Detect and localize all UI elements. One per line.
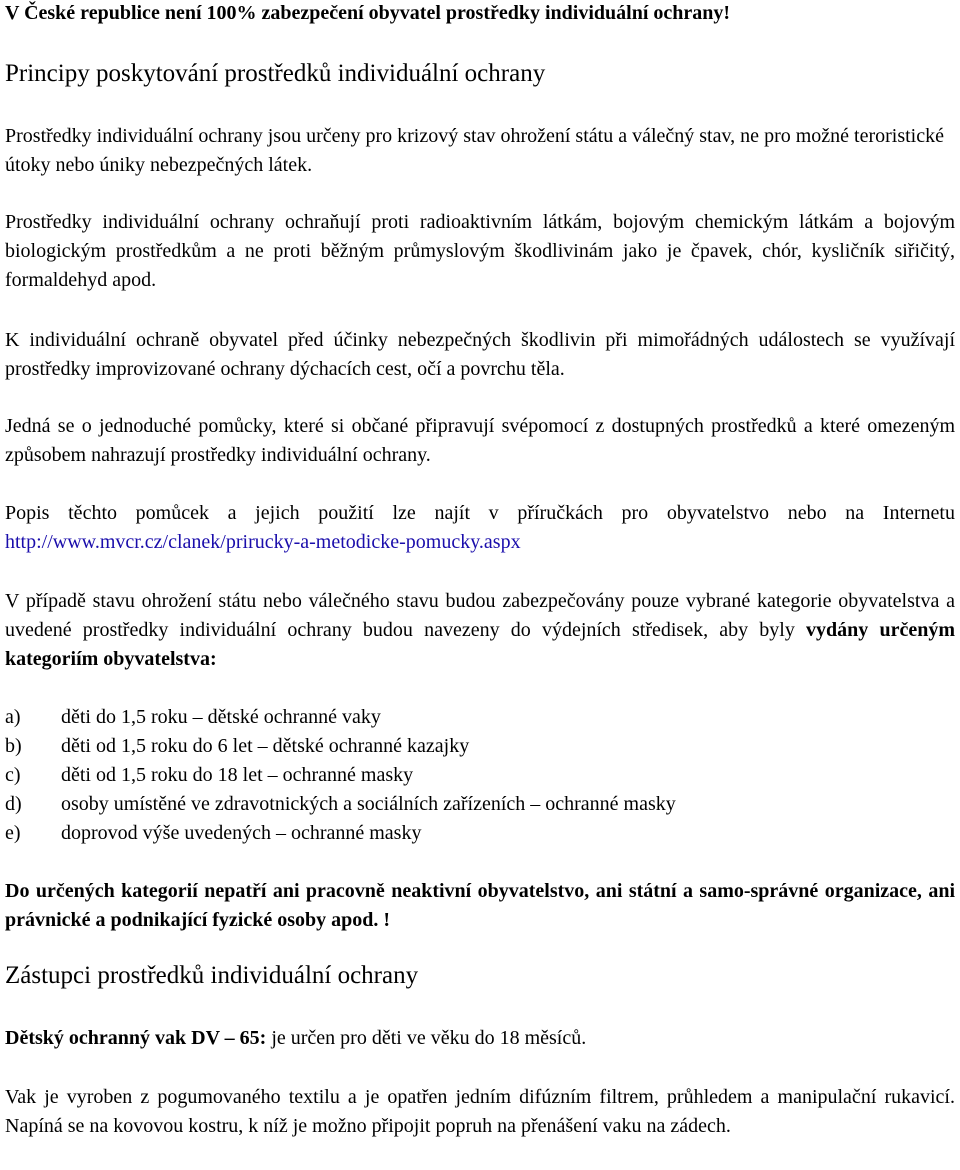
paragraph-aids-description bbox=[5, 499, 955, 557]
paragraph-bag-description: Vak je vyroben z pogumovaného textilu a je opatřen jedním difúzním filtrem, průhledem a manipulační rukavicí. Napíná se na kovovou kostru, k níž je možno připojit popruh na přenášení vaku na zádech. bbox=[5, 1086, 955, 1137]
paragraph-improvised-protection: K individuální ochraně obyvatel před účinky nebezpečných škodlivin při mimořádných událostech se využívají prostředky improvizované ochrany dýchacích cest, očí a povrchu těla. bbox=[5, 329, 955, 380]
paragraph-purpose: Prostředky individuální ochrany jsou určeny pro krizový stav ohrožení státu a válečný stav, ne pro možné teroristické útoky nebo úniky nebezpečných látek. bbox=[5, 125, 944, 176]
heading-principles: Principy poskytování prostředků individuální ochrany bbox=[5, 60, 546, 87]
dv65-label: Dětský ochranný vak DV – 65: bbox=[5, 1027, 267, 1049]
list-item bbox=[5, 703, 676, 732]
list-item-text: doprovod výše uvedených – ochranné masky bbox=[61, 822, 422, 844]
list-item bbox=[5, 732, 676, 761]
list-item-text: osoby umístěné ve zdravotnických a sociálních zařízeních – ochranné masky bbox=[61, 793, 676, 815]
lead-line: V České republice není 100% zabezpečení obyvatel prostředky individuální ochrany! bbox=[5, 2, 731, 24]
distribution-text: V případě stavu ohrožení státu nebo válečného stavu budou zabezpečovány pouze vybrané kategorie obyvatelstva a uvedené prostředky individuální ochrany budou navezeny do výdejních středisek, aby byly bbox=[5, 590, 955, 641]
list-item bbox=[5, 790, 676, 819]
distribution-bold-text: vydány určeným kategoriím obyvatelstva: bbox=[5, 619, 955, 670]
list-marker: d) bbox=[5, 793, 22, 815]
bold-notice: Do určených kategorií nepatří ani pracovně neaktivní obyvatelstvo, ani státní a samo-správné organizace, ani právnické a podnikající fyzické osoby apod. ! bbox=[5, 880, 955, 931]
list-item-text: děti do 1,5 roku – dětské ochranné vaky bbox=[61, 706, 381, 728]
heading-representatives: Zástupci prostředků individuální ochrany bbox=[5, 962, 419, 989]
list-item-text: děti od 1,5 roku do 6 let – dětské ochranné kazajky bbox=[61, 735, 470, 757]
list-item bbox=[5, 819, 676, 848]
paragraph-simple-aids: Jedná se o jednoduché pomůcky, které si občané připravují svépomocí z dostupných prostředků a které omezeným způsobem nahrazují prostředky individuální ochrany. bbox=[5, 415, 955, 466]
list-marker: a) bbox=[5, 706, 21, 728]
aids-description-text: Popis těchto pomůcek a jejich použití lze najít v příručkách pro obyvatelstvo nebo na Internetu bbox=[5, 502, 955, 524]
list-item bbox=[5, 761, 676, 790]
category-list bbox=[5, 703, 676, 848]
mvcr-link[interactable]: http://www.mvcr.cz/clanek/prirucky-a-metodicke-pomucky.aspx bbox=[5, 531, 521, 553]
list-item-text: děti od 1,5 roku do 18 let – ochranné masky bbox=[61, 764, 414, 786]
list-marker: b) bbox=[5, 735, 22, 757]
paragraph-dv65 bbox=[5, 1024, 955, 1053]
paragraph-protection-scope: Prostředky individuální ochrany ochraňují proti radioaktivním látkám, bojovým chemickým látkám a bojovým biologickým prostředkům a ne proti běžným průmyslovým škodlivinám jako je čpavek, chór, kysličník siřičitý, formaldehyd apod. bbox=[5, 211, 955, 291]
paragraph-distribution bbox=[5, 587, 955, 674]
list-marker: e) bbox=[5, 822, 21, 844]
list-marker: c) bbox=[5, 764, 21, 786]
dv65-text: je určen pro děti ve věku do 18 měsíců. bbox=[271, 1027, 587, 1049]
